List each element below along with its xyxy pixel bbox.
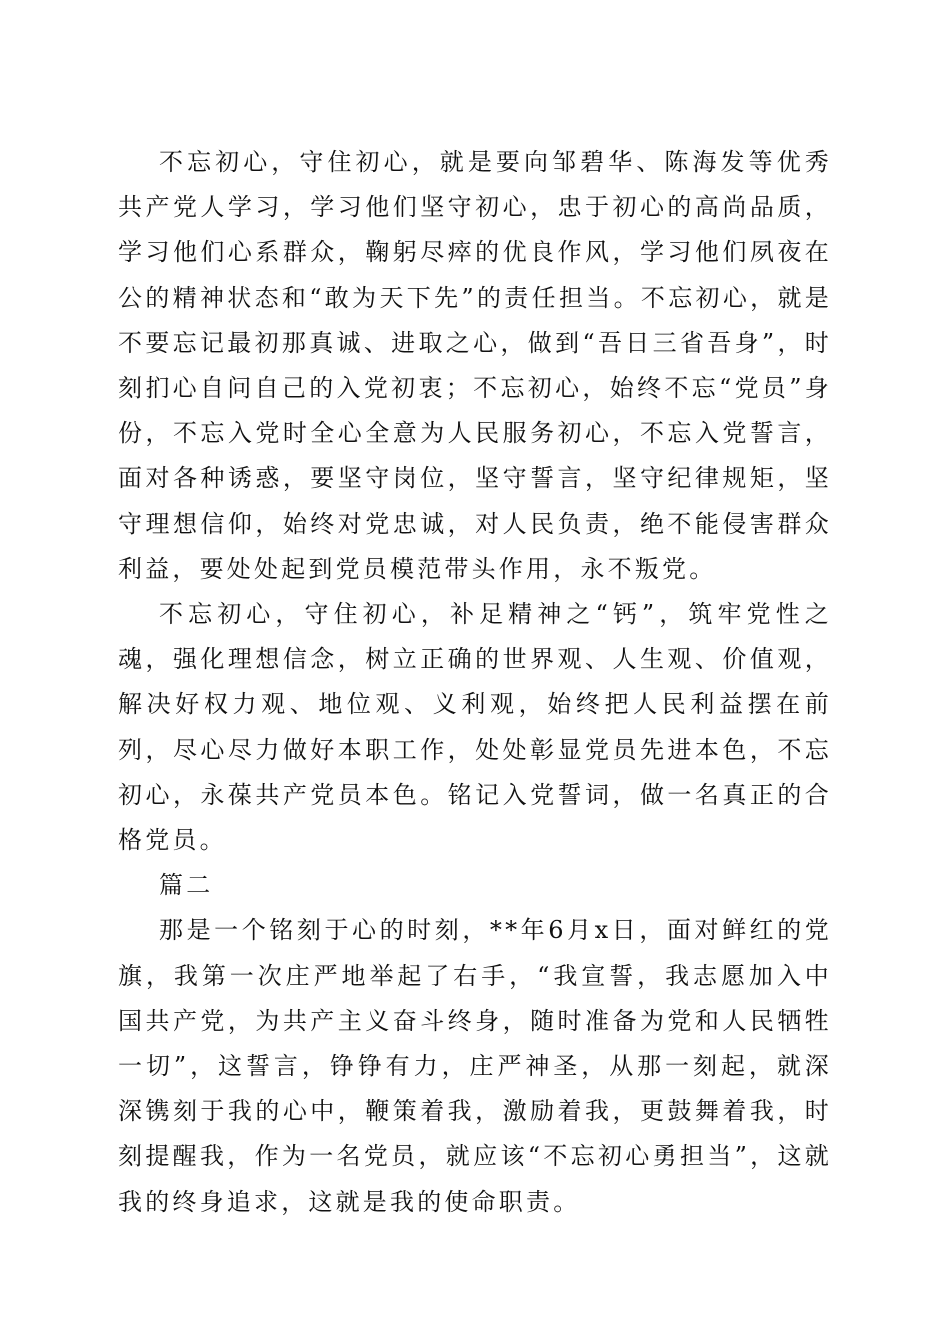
paragraph-2: 不忘初心，守住初心，补足精神之“钙”，筑牢党性之魂，强化理想信念，树立正确的世界观、人生观、价值观，解决好权力观、地位观、义利观，始终把人民利益摆在前列，尽心尽力做好本职工作，处处彰显党员先进本色，不忘初心，永葆共产党员本色。铭记入党誓词，做一名真正的合格党员。: [118, 600, 832, 855]
paragraph-1: 不忘初心，守住初心，就是要向邹碧华、陈海发等优秀共产党人学习，学习他们坚守初心，忠于初心的高尚品质，学习他们心系群众，鞠躬尽瘁的优良作风，学习他们夙夜在公的精神状态和“敢为天下先”的责任担当。不忘初心，就是不要忘记最初那真诚、进取之心，做到“吾日三省吾身”，时刻扪心自问自己的入党初衷；不忘初心，始终不忘“党员”身份，不忘入党时全心全意为人民服务初心，不忘入党誓言，面对各种诱惑，要坚守岗位，坚守誓言，坚守纪律规矩，坚守理想信仰，始终对党忠诚，对人民负责，绝不能侵害群众利益，要处处起到党员模范带头作用，永不叛党。: [118, 148, 832, 583]
section-heading: 篇二: [159, 871, 214, 900]
paragraph-3: 那是一个铭刻于心的时刻，**年6月x日，面对鲜红的党旗，我第一次庄严地举起了右手，“我宣誓，我志愿加入中国共产党，为共产主义奋斗终身，随时准备为党和人民牺牲一切”，这誓言，铮铮有力，庄严神圣，从那一刻起，就深深镌刻于我的心中，鞭策着我，激励着我，更鼓舞着我，时刻提醒我，作为一名党员，就应该“不忘初心勇担当”，这就我的终身追求，这就是我的使命职责。: [118, 916, 832, 1216]
document-body: [118, 140, 832, 1225]
